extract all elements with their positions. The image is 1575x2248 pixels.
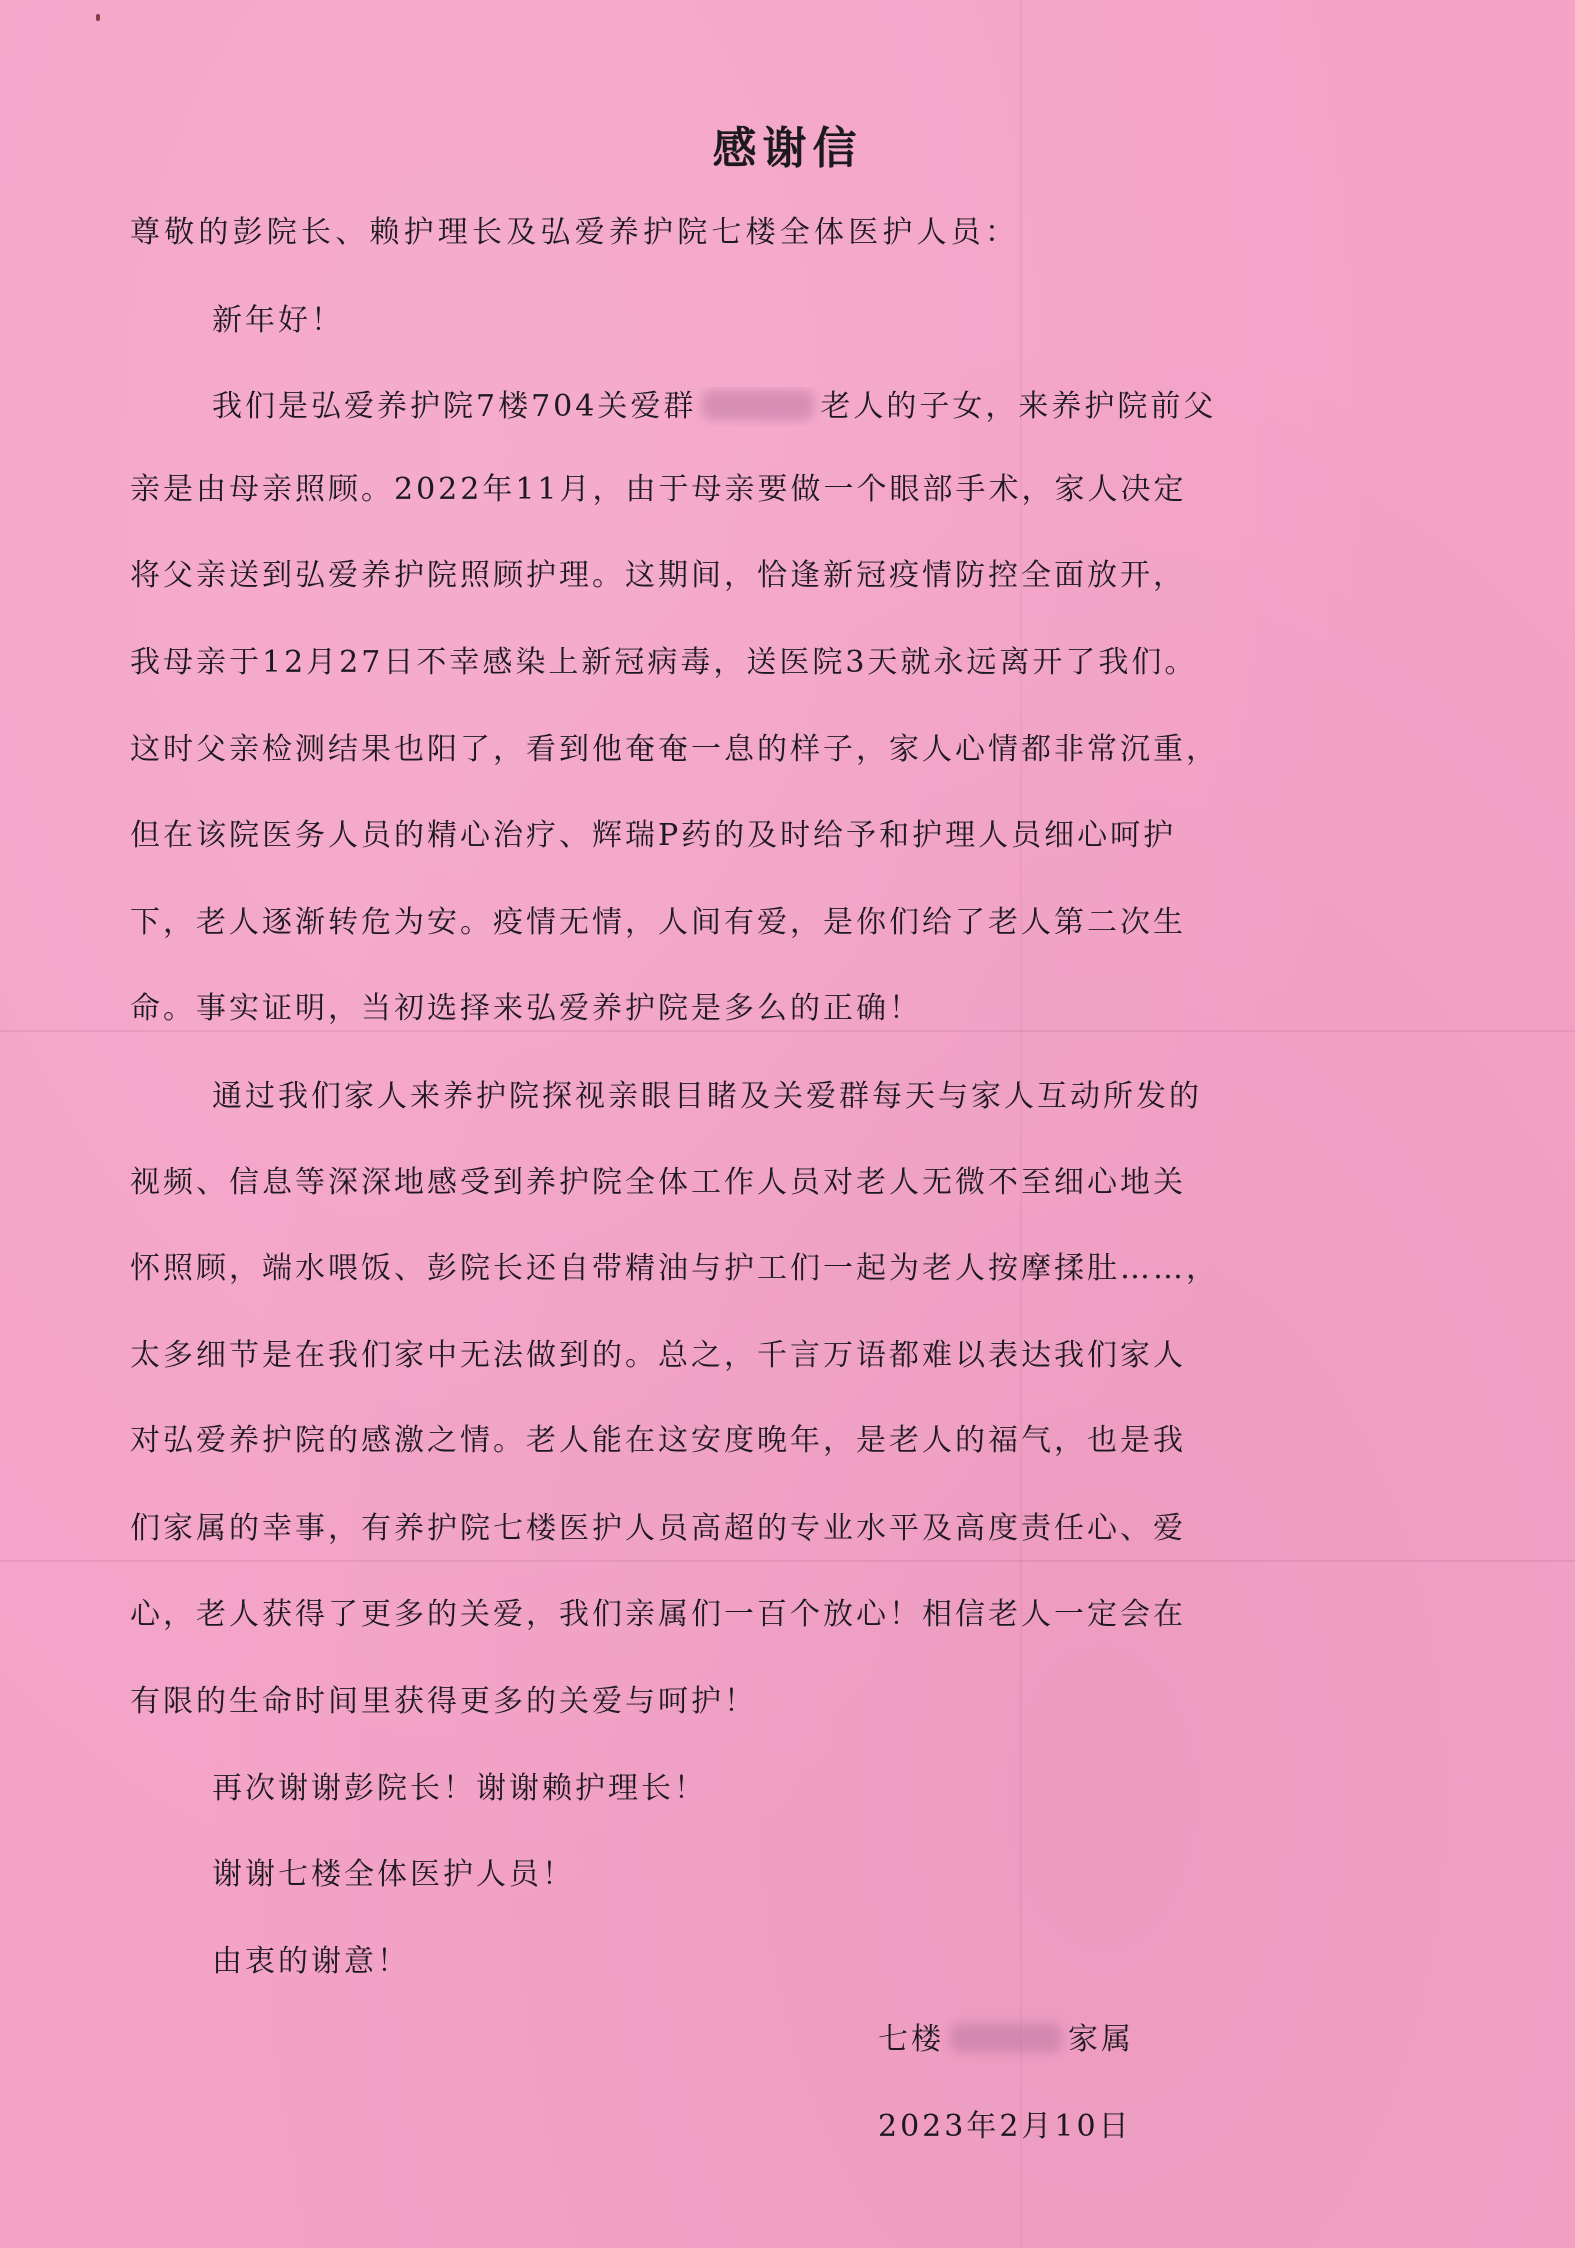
paragraph-2-line-3: 怀照顾，端水喂饭、彭院长还自带精油与护工们一起为老人按摩揉肚……， [130,1251,1219,1286]
redacted-name [950,2023,1062,2053]
signature-family: 家属 [1068,2022,1134,2057]
greeting: 新年好！ [212,303,344,338]
closing-line-3: 由衷的谢意！ [212,1944,410,1979]
letter-date: 2023年2月10日 [878,2109,1132,2144]
salutation: 尊敬的彭院长、赖护理长及弘爱养护院七楼全体医护人员： [130,215,1020,250]
paragraph-1-line-7: 下，老人逐渐转危为安。疫情无情，人间有爱，是你们给了老人第二次生 [130,905,1186,940]
paragraph-2-line-2: 视频、信息等深深地感受到养护院全体工作人员对老人无微不至细心地关 [130,1165,1186,1200]
letter-title: 感谢信 [712,123,863,174]
ink-speck [96,14,100,21]
closing-line-1: 再次谢谢彭院长！谢谢赖护理长！ [212,1771,707,1806]
paragraph-2-line-1: 通过我们家人来养护院探视亲眼目睹及关爱群每天与家人互动所发的 [212,1079,1202,1114]
paragraph-1-line-6: 但在该院医务人员的精心治疗、辉瑞P药的及时给予和护理人员细心呵护 [130,818,1177,853]
paragraph-1-line-1-end: 老人的子女，来养护院前父 [820,389,1217,424]
closing-line-2: 谢谢七楼全体医护人员！ [212,1857,575,1892]
paragraph-2-line-6: 们家属的幸事，有养护院七楼医护人员高超的专业水平及高度责任心、爱 [130,1511,1186,1546]
paragraph-2-line-4: 太多细节是在我们家中无法做到的。总之，千言万语都难以表达我们家人 [130,1338,1186,1373]
paragraph-1-line-4: 我母亲于12月27日不幸感染上新冠病毒，送医院3天就永远离开了我们。 [130,645,1198,680]
signature [878,2020,1134,2060]
paragraph-1-line-8: 命。事实证明，当初选择来弘爱养护院是多么的正确！ [130,991,922,1026]
paragraph-2-line-5: 对弘爱养护院的感激之情。老人能在这安度晚年，是老人的福气，也是我 [130,1423,1186,1458]
paragraph-1-line-2: 亲是由母亲照顾。2022年11月，由于母亲要做一个眼部手术，家人决定 [130,472,1187,507]
paragraph-2-line-8: 有限的生命时间里获得更多的关爱与呵护！ [130,1684,757,1719]
paragraph-1-line-5: 这时父亲检测结果也阳了，看到他奄奄一息的样子，家人心情都非常沉重， [130,732,1219,767]
paragraph-1-line-1 [212,387,1542,427]
paper-fold-line [0,1560,1575,1562]
signature-floor: 七楼 [878,2022,944,2057]
redacted-name [702,390,814,420]
paragraph-1-line-3: 将父亲送到弘爱养护院照顾护理。这期间，恰逢新冠疫情防控全面放开， [130,558,1186,593]
paragraph-2-line-7: 心，老人获得了更多的关爱，我们亲属们一百个放心！相信老人一定会在 [130,1597,1186,1632]
paper-fold-line [0,1030,1575,1032]
paragraph-1-line-1-start: 我们是弘爱养护院7楼704关爱群 [212,389,697,424]
